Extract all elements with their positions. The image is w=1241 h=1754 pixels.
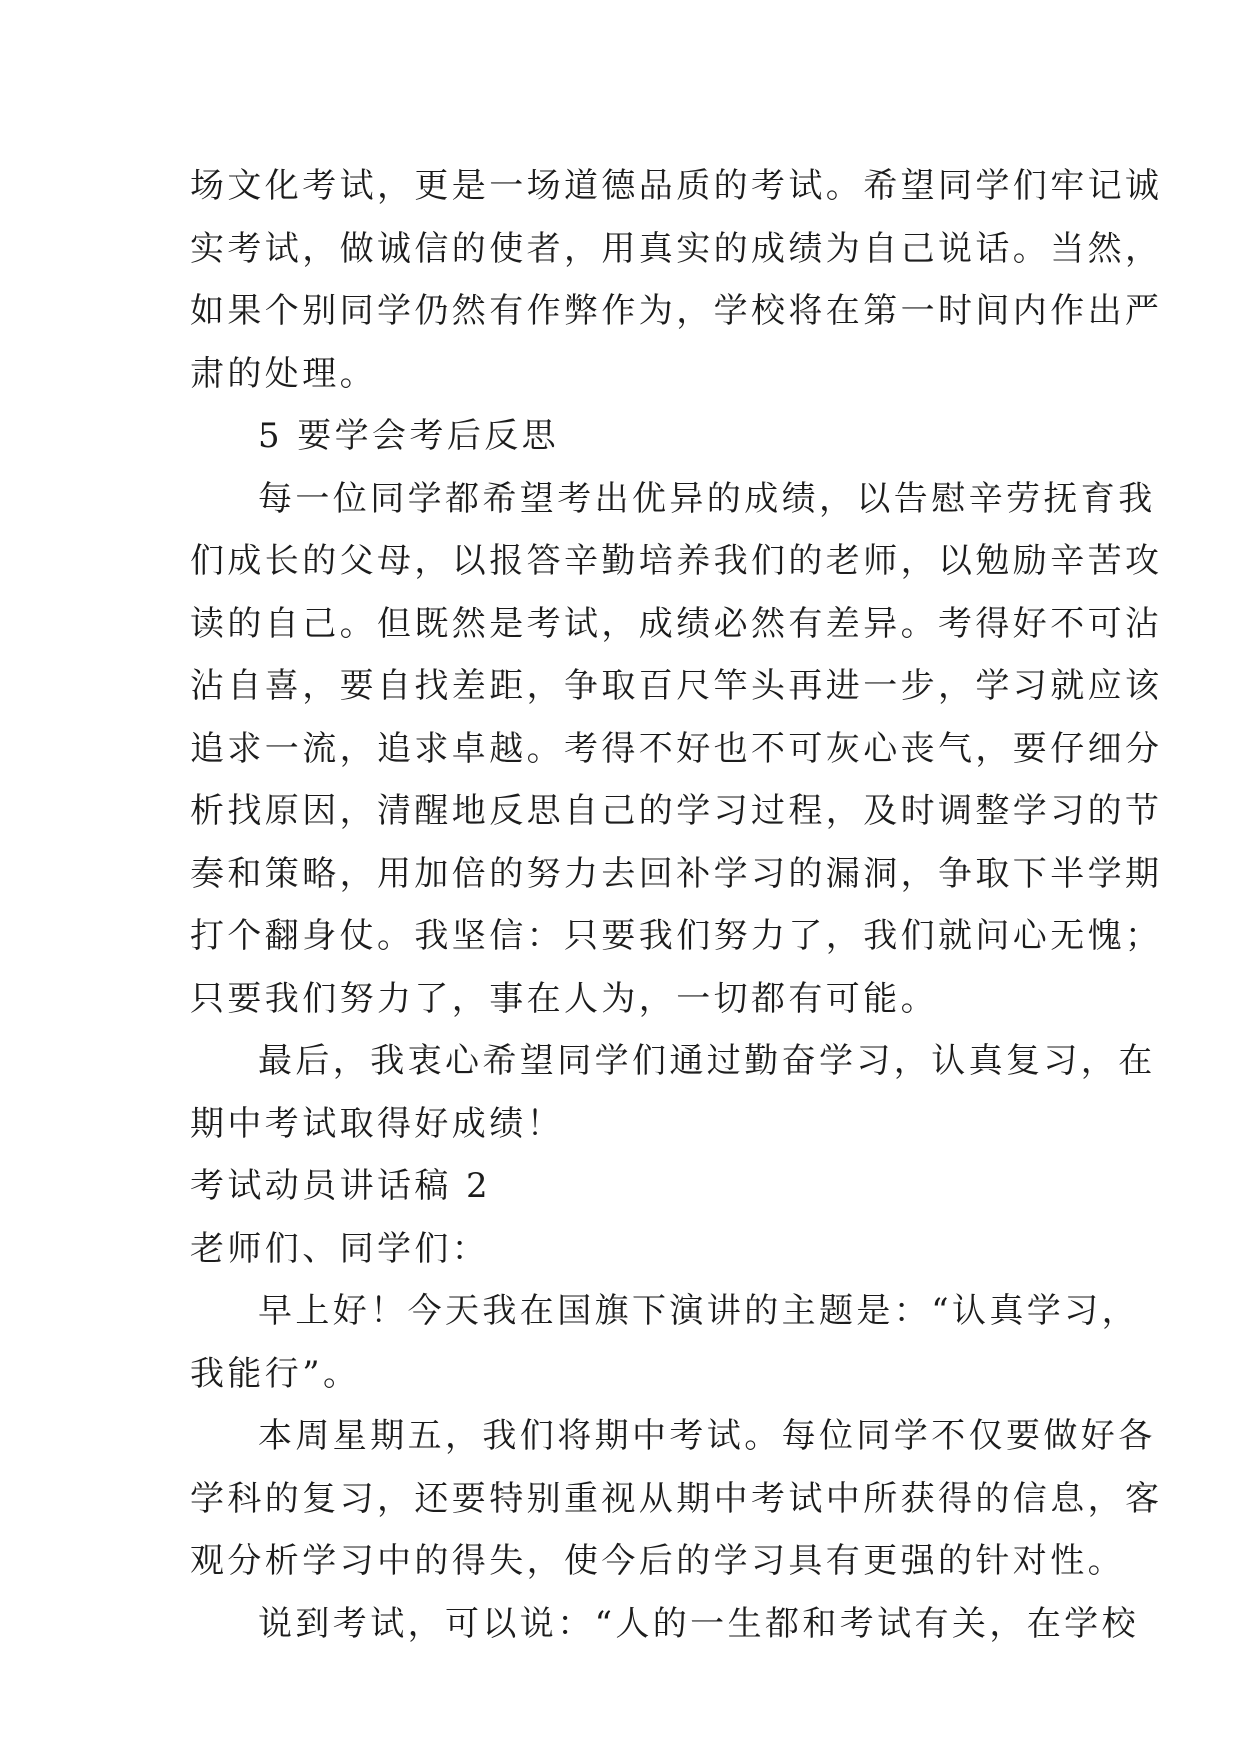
text-line: 最后，我衷心希望同学们通过勤奋学习，认真复习，在 [258, 1041, 1156, 1081]
text-line: 每一位同学都希望考出优异的成绩，以告慰辛劳抚育我 [258, 478, 1156, 519]
text-line: 场文化考试，更是一场道德品质的考试。希望同学们牢记诚 [190, 166, 1163, 206]
document-title: 考试动员讲话稿 2 [190, 1166, 492, 1206]
text-line: 我能行”。 [190, 1353, 361, 1394]
text-line: 肃的处理。 [190, 353, 377, 394]
text-line: 说到考试，可以说：“人的一生都和考试有关，在学校 [258, 1603, 1139, 1644]
document-body [190, 155, 1163, 1655]
text-line: 早上好！今天我在国旗下演讲的主题是：“认真学习， [258, 1291, 1139, 1331]
text-line: 奏和策略，用加倍的努力去回补学习的漏洞，争取下半学期 [190, 853, 1163, 894]
text-line: 打个翻身仗。我坚信：只要我们努力了，我们就问心无愧； [190, 916, 1163, 956]
text-line: 如果个别同学仍然有作弊作为，学校将在第一时间内作出严 [190, 291, 1163, 331]
section-heading: 5 要学会考后反思 [258, 416, 560, 456]
salutation: 老师们、同学们： [190, 1228, 490, 1269]
text-line: 追求一流，追求卓越。考得不好也不可灰心丧气，要仔细分 [190, 728, 1163, 769]
text-line: 本周星期五，我们将期中考试。每位同学不仅要做好各 [258, 1416, 1156, 1456]
text-line: 只要我们努力了，事在人为，一切都有可能。 [190, 978, 938, 1019]
text-line: 沾自喜，要自找差距，争取百尺竿头再进一步，学习就应该 [190, 666, 1163, 706]
text-line: 学科的复习，还要特别重视从期中考试中所获得的信息，客 [190, 1478, 1163, 1519]
text-line: 期中考试取得好成绩！ [190, 1103, 564, 1144]
text-line: 析找原因，清醒地反思自己的学习过程，及时调整学习的节 [190, 791, 1163, 831]
text-line: 读的自己。但既然是考试，成绩必然有差异。考得好不可沾 [190, 603, 1163, 644]
text-line: 们成长的父母，以报答辛勤培养我们的老师，以勉励辛苦攻 [190, 541, 1163, 581]
text-line: 实考试，做诚信的使者，用真实的成绩为自己说话。当然， [190, 228, 1163, 269]
text-line: 观分析学习中的得失，使今后的学习具有更强的针对性。 [190, 1541, 1125, 1581]
